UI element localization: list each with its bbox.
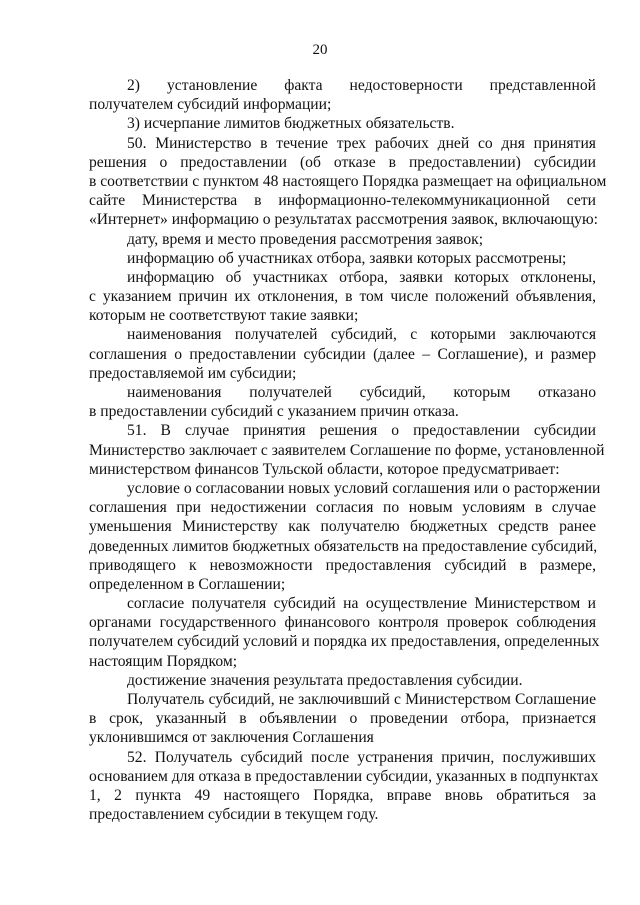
text-line: дату, время и место проведения рассмотрения заявок;: [127, 230, 484, 248]
text-line: доведенных лимитов бюджетных обязательств на предоставление субсидий,: [89, 537, 598, 555]
text-line: настоящим Порядком;: [89, 652, 238, 670]
text-line: 1, 2 пункта 49 настоящего Порядка, вправе вновь обратиться за: [89, 786, 596, 804]
text-line: наименования получателей субсидий, которым отказано: [127, 384, 596, 401]
text-line: информацию об участниках отбора, заявки которых рассмотрены;: [127, 249, 567, 267]
text-line: получателем субсидий информации;: [89, 96, 332, 114]
text-line: 52. Получатель субсидий после устранения причин, послуживших: [127, 748, 596, 766]
text-line: уменьшения Министерству как получателю бюджетных средств ранее: [89, 518, 596, 536]
text-line: предоставлением субсидии в текущем году.: [89, 806, 379, 824]
text-line: достижение значения результата предоставления субсидии.: [127, 671, 523, 689]
text-line: основанием для отказа в предоставлении субсидии, указанных в подпунктах: [89, 767, 599, 785]
text-line: определенном в Соглашении;: [89, 575, 286, 593]
text-line: которым не соответствуют такие заявки;: [89, 307, 359, 325]
text-line: в соответствии с пунктом 48 настоящего Порядка размещает на официальном: [89, 172, 607, 190]
text-line: получателем субсидий условий и порядка их предоставления, определенных: [89, 633, 600, 651]
text-line: наименования получателей субсидий, с которыми заключаются: [127, 326, 596, 344]
text-line: условие о согласовании новых условий соглашения или о расторжении: [127, 479, 601, 497]
text-line: «Интернет» информацию о результатах рассмотрения заявок, включающую:: [89, 211, 598, 229]
text-line: Министерство заключает с заявителем Соглашение по форме, установленной: [89, 441, 605, 459]
text-line: министерством финансов Тульской области, которое предусматривает:: [89, 460, 560, 478]
text-line: 50. Министерство в течение трех рабочих дней со дня принятия: [127, 134, 596, 152]
text-line: 3) исчерпание лимитов бюджетных обязательств.: [127, 115, 455, 133]
text-line: в срок, указанный в объявлении о проведении отбора, признается: [89, 710, 596, 728]
text-line: уклонившимся от заключения Соглашения: [89, 729, 374, 747]
text-line: решения о предоставлении (об отказе в предоставлении) субсидии: [89, 153, 596, 171]
text-line: предоставляемой им субсидии;: [89, 364, 297, 382]
document-body: [89, 76, 607, 824]
text-line: соглашения при недостижении согласия по новым условиям в случае: [89, 499, 596, 517]
text-line: с указанием причин их отклонения, в том числе положений объявления,: [89, 288, 596, 306]
text-line: информацию об участниках отбора, заявки которых отклонены,: [127, 268, 596, 286]
text-line: органами государственного финансового контроля проверок соблюдения: [89, 614, 596, 632]
text-line: согласие получателя субсидий на осуществление Министерством и: [127, 595, 596, 613]
text-line: 2) установление факта недостоверности представленной: [127, 77, 596, 94]
text-line: сайте Министерства в информационно-телекоммуникационной сети: [89, 192, 596, 210]
text-line: Получатель субсидий, не заключивший с Министерством Соглашение: [127, 691, 596, 708]
text-line: соглашения о предоставлении субсидии (далее – Соглашение), и размер: [89, 345, 596, 363]
page-number: 20: [312, 42, 328, 58]
text-line: в предоставлении субсидий с указанием причин отказа.: [89, 403, 459, 421]
text-line: приводящего к невозможности предоставления субсидий в размере,: [89, 556, 596, 574]
text-line: 51. В случае принятия решения о предоставлении субсидии: [127, 422, 596, 440]
